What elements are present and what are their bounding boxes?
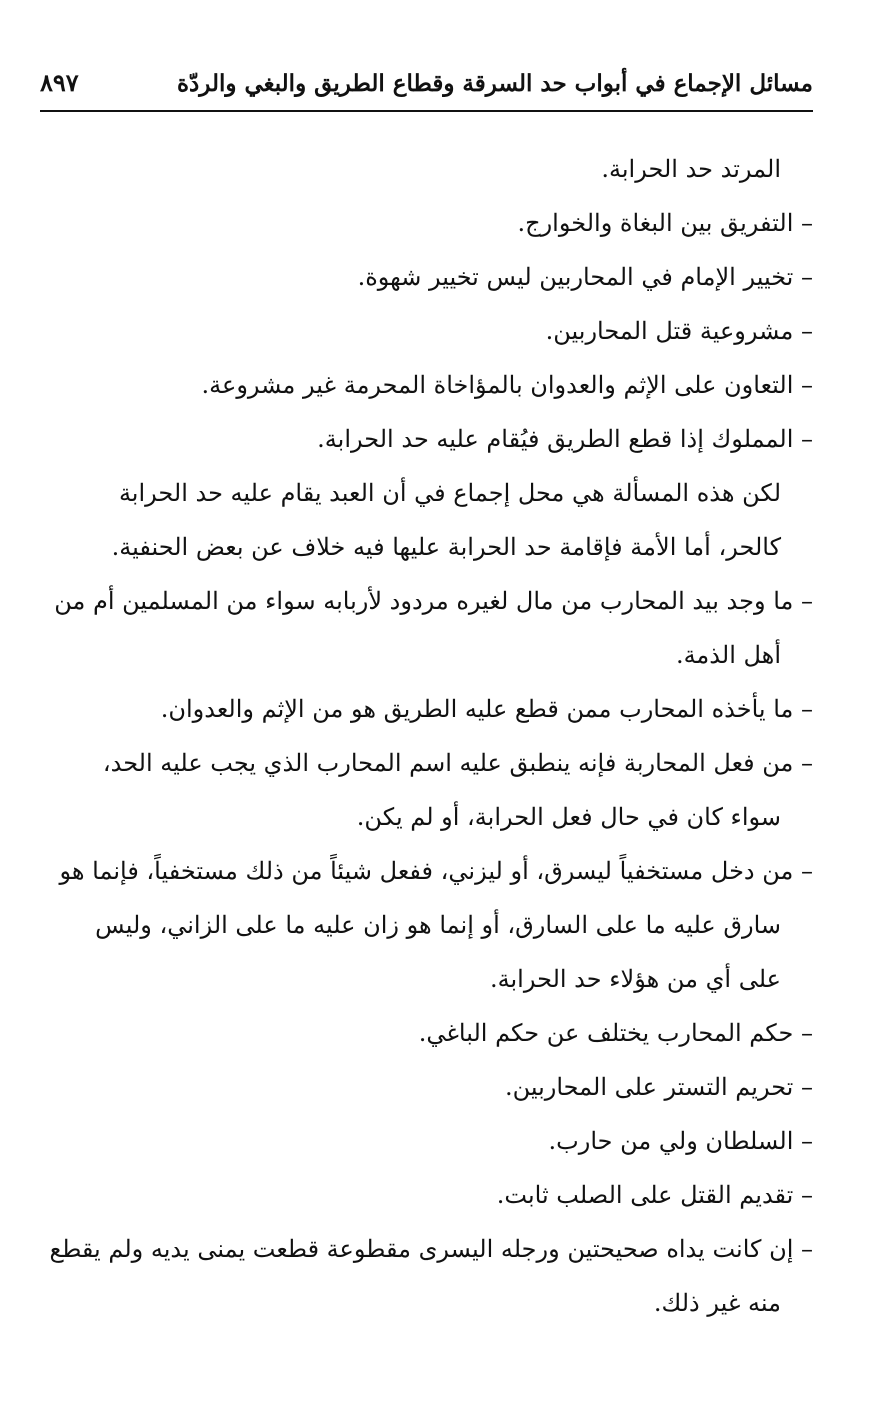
text-line: على أي من هؤلاء حد الحرابة. — [489, 965, 781, 993]
text-line: – من فعل المحاربة فإنه ينطبق عليه اسم المحارب الذي يجب عليه الحد، — [102, 749, 813, 777]
text-line: سواء كان في حال فعل الحرابة، أو لم يكن. — [356, 803, 781, 831]
text-line: سارق عليه ما على السارق، أو إنما هو زان عليه ما على الزاني، وليس — [95, 911, 781, 939]
text-line: – حكم المحارب يختلف عن حكم الباغي. — [418, 1019, 813, 1047]
text-line: كالحر، أما الأمة فإقامة حد الحرابة عليها فيه خلاف عن بعض الحنفية. — [111, 533, 781, 561]
text-line: – تحريم التستر على المحاربين. — [504, 1073, 813, 1101]
running-title: مسائل الإجماع في أبواب حد السرقة وقطاع الطريق والبغي والردّة — [176, 70, 813, 97]
text-line: – التعاون على الإثم والعدوان بالمؤاخاة المحرمة غير مشروعة. — [201, 371, 813, 399]
text-line: منه غير ذلك. — [653, 1289, 781, 1317]
text-line: – تقديم القتل على الصلب ثابت. — [496, 1181, 813, 1209]
page-number: ٨٩٧ — [40, 68, 79, 97]
text-line: – ما يأخذه المحارب ممن قطع عليه الطريق هو من الإثم والعدوان. — [160, 695, 813, 723]
text-line: – من دخل مستخفياً ليسرق، أو ليزني، ففعل شيئاً من ذلك مستخفياً، فإنما هو — [59, 857, 813, 885]
text-line: – مشروعية قتل المحاربين. — [545, 317, 813, 345]
page-header — [40, 64, 813, 112]
text-line: – تخيير الإمام في المحاربين ليس تخيير شهوة. — [357, 263, 813, 291]
text-line: – ما وجد بيد المحارب من مال لغيره مردود لأربابه سواء من المسلمين أم من — [54, 587, 813, 615]
text-line: – إن كانت يداه صحيحتين ورجله اليسرى مقطوعة قطعت يمنى يديه ولم يقطع — [49, 1235, 813, 1263]
body-text — [36, 142, 813, 1330]
text-line: المرتد حد الحرابة. — [601, 155, 781, 183]
text-line: – التفريق بين البغاة والخوارج. — [517, 209, 813, 237]
text-line: – السلطان ولي من حارب. — [548, 1127, 813, 1155]
text-line: – المملوك إذا قطع الطريق فيُقام عليه حد الحرابة. — [317, 425, 813, 453]
text-line: أهل الذمة. — [675, 641, 781, 669]
text-line: لكن هذه المسألة هي محل إجماع في أن العبد يقام عليه حد الحرابة — [118, 479, 781, 507]
